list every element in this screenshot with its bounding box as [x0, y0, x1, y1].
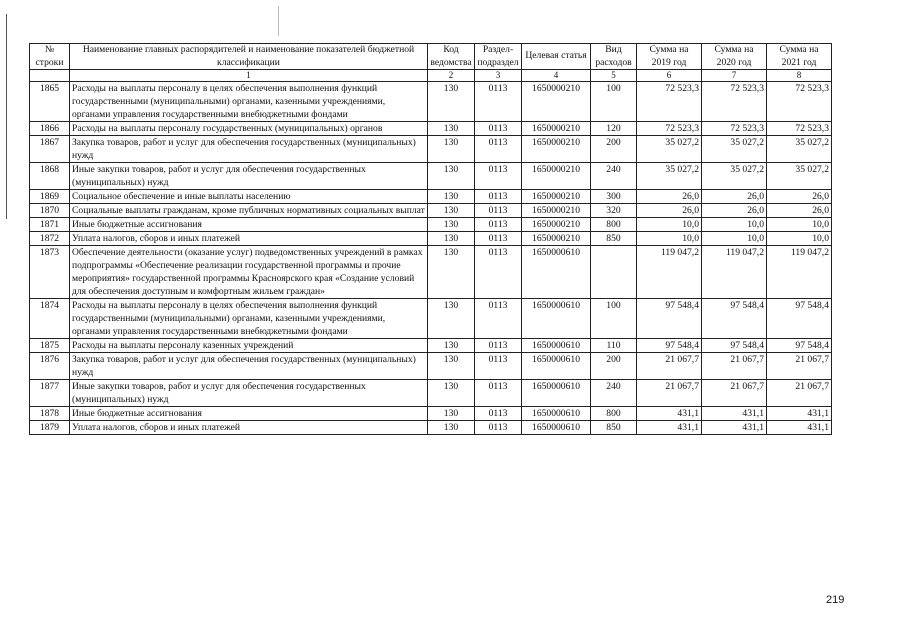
- row-sum-2019: 26,0: [637, 190, 702, 204]
- row-sum-2020: 97 548,4: [702, 339, 767, 353]
- table-row: [30, 136, 832, 163]
- row-sum-2020: 26,0: [702, 190, 767, 204]
- row-sum-2019: 119 047,2: [637, 246, 702, 299]
- col-number: 8: [767, 70, 832, 82]
- header-sum-2020: Сумма на 2020 год: [702, 44, 767, 70]
- row-sum-2020: 21 067,7: [702, 353, 767, 380]
- row-number: 1866: [30, 122, 70, 136]
- row-sum-2019: 26,0: [637, 204, 702, 218]
- page-number: 219: [826, 594, 845, 606]
- row-sum-2019: 72 523,3: [637, 82, 702, 122]
- row-name: Обеспечение деятельности (оказание услуг) подведомственных учреждений в рамках подпрограммы «Обеспечение реализации государственной программы и прочие мероприятия» государственной программы Красноярского края «Создание условий для обеспечения доступным и комфортным жильем граждан»: [70, 246, 428, 299]
- row-exp-type: [591, 246, 637, 299]
- col-number: [30, 70, 70, 82]
- table-row: [30, 232, 832, 246]
- row-dept-code: 130: [428, 82, 475, 122]
- row-sum-2019: 35 027,2: [637, 136, 702, 163]
- header-target: Целевая статья: [522, 44, 591, 70]
- row-number: 1870: [30, 204, 70, 218]
- row-name: Иные закупки товаров, работ и услуг для обеспечения государственных (муниципальных) нужд: [70, 163, 428, 190]
- row-sum-2019: 431,1: [637, 407, 702, 421]
- row-dept-code: 130: [428, 122, 475, 136]
- row-name: Закупка товаров, работ и услуг для обеспечения государственных (муниципальных) нужд: [70, 136, 428, 163]
- row-sum-2019: 10,0: [637, 232, 702, 246]
- table-row: [30, 82, 832, 122]
- row-target: 1650000610: [522, 299, 591, 339]
- row-sum-2021: 35 027,2: [767, 163, 832, 190]
- row-exp-type: 200: [591, 353, 637, 380]
- row-sum-2019: 21 067,7: [637, 380, 702, 407]
- header-sum-2019: Сумма на 2019 год: [637, 44, 702, 70]
- row-exp-type: 800: [591, 407, 637, 421]
- row-target: 1650000210: [522, 218, 591, 232]
- row-target: 1650000210: [522, 163, 591, 190]
- row-sum-2020: 10,0: [702, 232, 767, 246]
- row-dept-code: 130: [428, 163, 475, 190]
- row-section: 0113: [475, 380, 522, 407]
- row-sum-2021: 35 027,2: [767, 136, 832, 163]
- row-sum-2020: 10,0: [702, 218, 767, 232]
- row-name: Расходы на выплаты персоналу в целях обеспечения выполнения функций государственными (муниципальными) органами, казенными учреждениями, органами управления государственными внебюджетными фондами: [70, 299, 428, 339]
- row-sum-2020: 431,1: [702, 407, 767, 421]
- row-dept-code: 130: [428, 204, 475, 218]
- row-sum-2019: 10,0: [637, 218, 702, 232]
- column-number-row: [30, 70, 832, 82]
- row-dept-code: 130: [428, 190, 475, 204]
- row-exp-type: 850: [591, 421, 637, 435]
- row-exp-type: 100: [591, 299, 637, 339]
- row-section: 0113: [475, 204, 522, 218]
- row-dept-code: 130: [428, 299, 475, 339]
- row-exp-type: 240: [591, 163, 637, 190]
- row-name: Иные бюджетные ассигнования: [70, 218, 428, 232]
- row-section: 0113: [475, 163, 522, 190]
- row-number: 1876: [30, 353, 70, 380]
- row-name: Иные закупки товаров, работ и услуг для обеспечения государственных (муниципальных) нужд: [70, 380, 428, 407]
- row-name: Уплата налогов, сборов и иных платежей: [70, 421, 428, 435]
- budget-table: [29, 43, 832, 435]
- row-dept-code: 130: [428, 407, 475, 421]
- table-row: [30, 190, 832, 204]
- row-name: Расходы на выплаты персоналу в целях обеспечения выполнения функций государственными (муниципальными) органами, казенными учреждениями, органами управления государственными внебюджетными фондами: [70, 82, 428, 122]
- col-number: 4: [522, 70, 591, 82]
- row-name: Расходы на выплаты персоналу казенных учреждений: [70, 339, 428, 353]
- table-row: [30, 122, 832, 136]
- row-sum-2021: 21 067,7: [767, 353, 832, 380]
- row-name: Иные бюджетные ассигнования: [70, 407, 428, 421]
- row-target: 1650000210: [522, 122, 591, 136]
- table-row: [30, 246, 832, 299]
- row-target: 1650000210: [522, 190, 591, 204]
- row-exp-type: 300: [591, 190, 637, 204]
- row-dept-code: 130: [428, 421, 475, 435]
- row-dept-code: 130: [428, 136, 475, 163]
- row-name: Социальное обеспечение и иные выплаты населению: [70, 190, 428, 204]
- row-number: 1869: [30, 190, 70, 204]
- row-sum-2019: 97 548,4: [637, 299, 702, 339]
- row-sum-2021: 26,0: [767, 190, 832, 204]
- row-exp-type: 240: [591, 380, 637, 407]
- row-sum-2021: 26,0: [767, 204, 832, 218]
- row-sum-2020: 35 027,2: [702, 163, 767, 190]
- row-target: 1650000610: [522, 339, 591, 353]
- row-exp-type: 800: [591, 218, 637, 232]
- row-sum-2021: 431,1: [767, 407, 832, 421]
- row-number: 1865: [30, 82, 70, 122]
- col-number: 5: [591, 70, 637, 82]
- header-row-no: № строки: [30, 44, 70, 70]
- row-number: 1867: [30, 136, 70, 163]
- row-section: 0113: [475, 421, 522, 435]
- row-name: Расходы на выплаты персоналу государственных (муниципальных) органов: [70, 122, 428, 136]
- row-exp-type: 100: [591, 82, 637, 122]
- header-exp-type: Вид расходов: [591, 44, 637, 70]
- row-target: 1650000610: [522, 353, 591, 380]
- table-row: [30, 204, 832, 218]
- header-sum-2021: Сумма на 2021 год: [767, 44, 832, 70]
- header-section: Раздел-подраздел: [475, 44, 522, 70]
- row-sum-2020: 119 047,2: [702, 246, 767, 299]
- row-exp-type: 120: [591, 122, 637, 136]
- row-number: 1868: [30, 163, 70, 190]
- header-dept-code: Код ведомства: [428, 44, 475, 70]
- col-number: 2: [428, 70, 475, 82]
- table-header-row: [30, 44, 832, 70]
- table-row: [30, 339, 832, 353]
- row-sum-2019: 431,1: [637, 421, 702, 435]
- row-sum-2021: 97 548,4: [767, 339, 832, 353]
- row-section: 0113: [475, 232, 522, 246]
- table-row: [30, 163, 832, 190]
- scan-crease: [278, 6, 279, 36]
- row-number: 1873: [30, 246, 70, 299]
- row-name: Социальные выплаты гражданам, кроме публичных нормативных социальных выплат: [70, 204, 428, 218]
- row-sum-2020: 21 067,7: [702, 380, 767, 407]
- row-dept-code: 130: [428, 246, 475, 299]
- row-name: Закупка товаров, работ и услуг для обеспечения государственных (муниципальных) нужд: [70, 353, 428, 380]
- row-section: 0113: [475, 339, 522, 353]
- table-row: [30, 421, 832, 435]
- row-sum-2020: 72 523,3: [702, 122, 767, 136]
- row-target: 1650000610: [522, 407, 591, 421]
- row-section: 0113: [475, 407, 522, 421]
- row-number: 1879: [30, 421, 70, 435]
- row-exp-type: 320: [591, 204, 637, 218]
- row-number: 1871: [30, 218, 70, 232]
- row-target: 1650000610: [522, 246, 591, 299]
- row-number: 1878: [30, 407, 70, 421]
- row-sum-2021: 10,0: [767, 218, 832, 232]
- row-sum-2019: 21 067,7: [637, 353, 702, 380]
- row-name: Уплата налогов, сборов и иных платежей: [70, 232, 428, 246]
- table-row: [30, 299, 832, 339]
- row-dept-code: 130: [428, 339, 475, 353]
- row-sum-2020: 431,1: [702, 421, 767, 435]
- row-sum-2021: 119 047,2: [767, 246, 832, 299]
- row-sum-2021: 72 523,3: [767, 82, 832, 122]
- row-sum-2019: 72 523,3: [637, 122, 702, 136]
- row-section: 0113: [475, 353, 522, 380]
- table-row: [30, 353, 832, 380]
- col-number: 1: [70, 70, 428, 82]
- row-sum-2020: 72 523,3: [702, 82, 767, 122]
- row-sum-2021: 431,1: [767, 421, 832, 435]
- table-row: [30, 218, 832, 232]
- row-section: 0113: [475, 136, 522, 163]
- row-target: 1650000210: [522, 82, 591, 122]
- row-section: 0113: [475, 122, 522, 136]
- row-target: 1650000610: [522, 421, 591, 435]
- row-target: 1650000210: [522, 136, 591, 163]
- left-margin-rule: [6, 14, 7, 219]
- row-target: 1650000210: [522, 232, 591, 246]
- row-section: 0113: [475, 82, 522, 122]
- row-number: 1874: [30, 299, 70, 339]
- row-dept-code: 130: [428, 380, 475, 407]
- row-number: 1872: [30, 232, 70, 246]
- col-number: 3: [475, 70, 522, 82]
- row-target: 1650000610: [522, 380, 591, 407]
- row-section: 0113: [475, 190, 522, 204]
- row-section: 0113: [475, 246, 522, 299]
- row-sum-2021: 10,0: [767, 232, 832, 246]
- col-number: 6: [637, 70, 702, 82]
- header-name: Наименование главных распорядителей и наименование показателей бюджетной классификации: [70, 44, 428, 70]
- row-section: 0113: [475, 218, 522, 232]
- row-number: 1877: [30, 380, 70, 407]
- row-sum-2019: 35 027,2: [637, 163, 702, 190]
- row-sum-2020: 97 548,4: [702, 299, 767, 339]
- row-target: 1650000210: [522, 204, 591, 218]
- row-sum-2021: 21 067,7: [767, 380, 832, 407]
- row-exp-type: 200: [591, 136, 637, 163]
- row-section: 0113: [475, 299, 522, 339]
- col-number: 7: [702, 70, 767, 82]
- row-sum-2020: 35 027,2: [702, 136, 767, 163]
- row-exp-type: 110: [591, 339, 637, 353]
- row-dept-code: 130: [428, 232, 475, 246]
- row-number: 1875: [30, 339, 70, 353]
- row-dept-code: 130: [428, 218, 475, 232]
- table-row: [30, 380, 832, 407]
- row-sum-2021: 97 548,4: [767, 299, 832, 339]
- row-exp-type: 850: [591, 232, 637, 246]
- row-sum-2020: 26,0: [702, 204, 767, 218]
- table-row: [30, 407, 832, 421]
- row-sum-2021: 72 523,3: [767, 122, 832, 136]
- row-sum-2019: 97 548,4: [637, 339, 702, 353]
- row-dept-code: 130: [428, 353, 475, 380]
